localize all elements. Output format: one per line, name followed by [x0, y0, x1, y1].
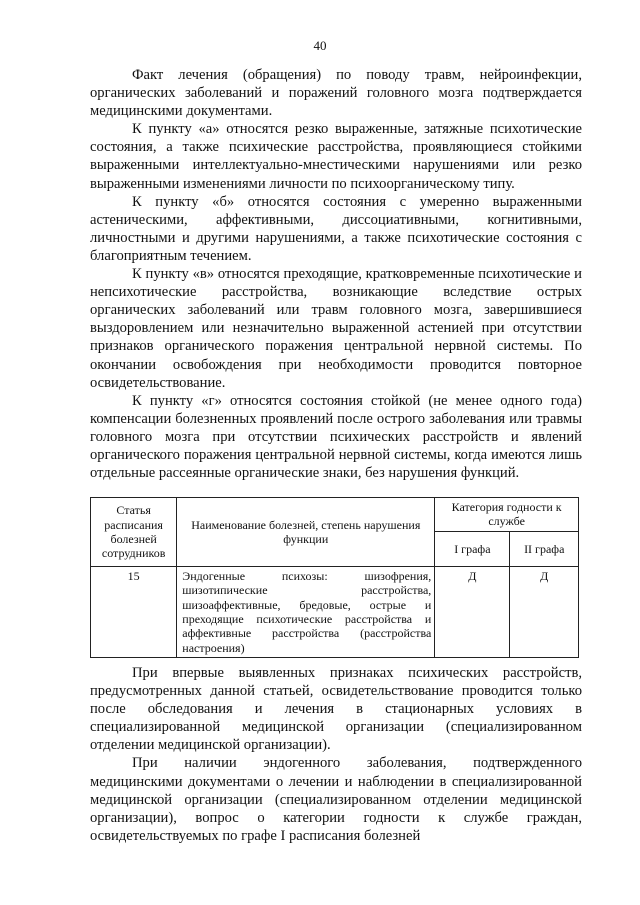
- page-number: 40: [313, 38, 327, 53]
- row-disease-description: Эндогенные психозы: шизофрения, шизотипические расстройства, шизоаффективные, бредовые, острые и преходящие психотические расстройства и аффективные расстройства (расстройства настроения): [177, 566, 435, 657]
- paragraph-first-detected: При впервые выявленных признаках психических расстройств, предусмотренных данной статьей, освидетельствование проводится только после обследования и лечения в стационарных условиях в специализированной медицинской организации (специализированном отделении медицинской организации).: [90, 665, 582, 754]
- row-category-col1: Д: [435, 566, 510, 657]
- header-column-1: I графа: [435, 531, 510, 566]
- paragraph-item-a: К пункту «а» относятся резко выраженные, затяжные психотические состояния, а также психические расстройства, проявляющиеся стойкими выраженными интеллектуально-мнестическими нарушениями или резко выраженными изменениями личности по психоорганическому типу.: [90, 121, 582, 192]
- paragraph-item-v: К пункту «в» относятся преходящие, кратковременные психотические и непсихотические расстройства, возникающие вследствие острых органических заболеваний или травм головного мозга, завершившиеся выздоровлением или незначительно выраженной астенией при отсутствии признаков органического поражения центральной нервной системы. По окончании освобождения при необходимости проводится повторное освидетельствование.: [90, 266, 582, 391]
- row-category-col2: Д: [510, 566, 579, 657]
- body-text-before-table: [90, 66, 582, 482]
- header-fitness-category: Категория годности к службе: [435, 498, 579, 532]
- header-disease-name: Наименование болезней, степень нарушения функции: [177, 498, 435, 567]
- header-article: Статья расписания болезней сотрудников: [91, 498, 177, 567]
- disease-schedule-table: [90, 497, 579, 658]
- header-column-2: II графа: [510, 531, 579, 566]
- row-article-number: 15: [91, 566, 177, 657]
- paragraph-item-b: К пункту «б» относятся состояния с умеренно выраженными астеническими, аффективными, диссоциативными, когнитивными, личностными и другими нарушениями, а также психотические состояния с благоприятным течением.: [90, 193, 582, 264]
- paragraph-item-g: К пункту «г» относятся состояния стойкой (не менее одного года) компенсации болезненных проявлений после острого заболевания или травмы головного мозга при отсутствии психических расстройств и явлений органического поражения центральной нервной системы, когда имеются лишь отдельные рассеянные органические знаки, без нарушения функций.: [90, 392, 582, 482]
- paragraph-treatment-fact: Факт лечения (обращения) по поводу травм, нейроинфекции, органических заболеваний и поражений головного мозга подтверждается медицинскими документами.: [90, 67, 582, 120]
- table-row: [91, 566, 579, 657]
- table-header-row: [91, 498, 579, 532]
- body-text-after-table: [90, 664, 582, 845]
- paragraph-endogenous-disease: При наличии эндогенного заболевания, подтвержденного медицинскими документами о лечении и наблюдении в специализированной медицинской организации (специализированном отделении медицинской организации), вопрос о категории годности к службе граждан, освидетельствуемых по графе I расписания болезней: [90, 755, 582, 844]
